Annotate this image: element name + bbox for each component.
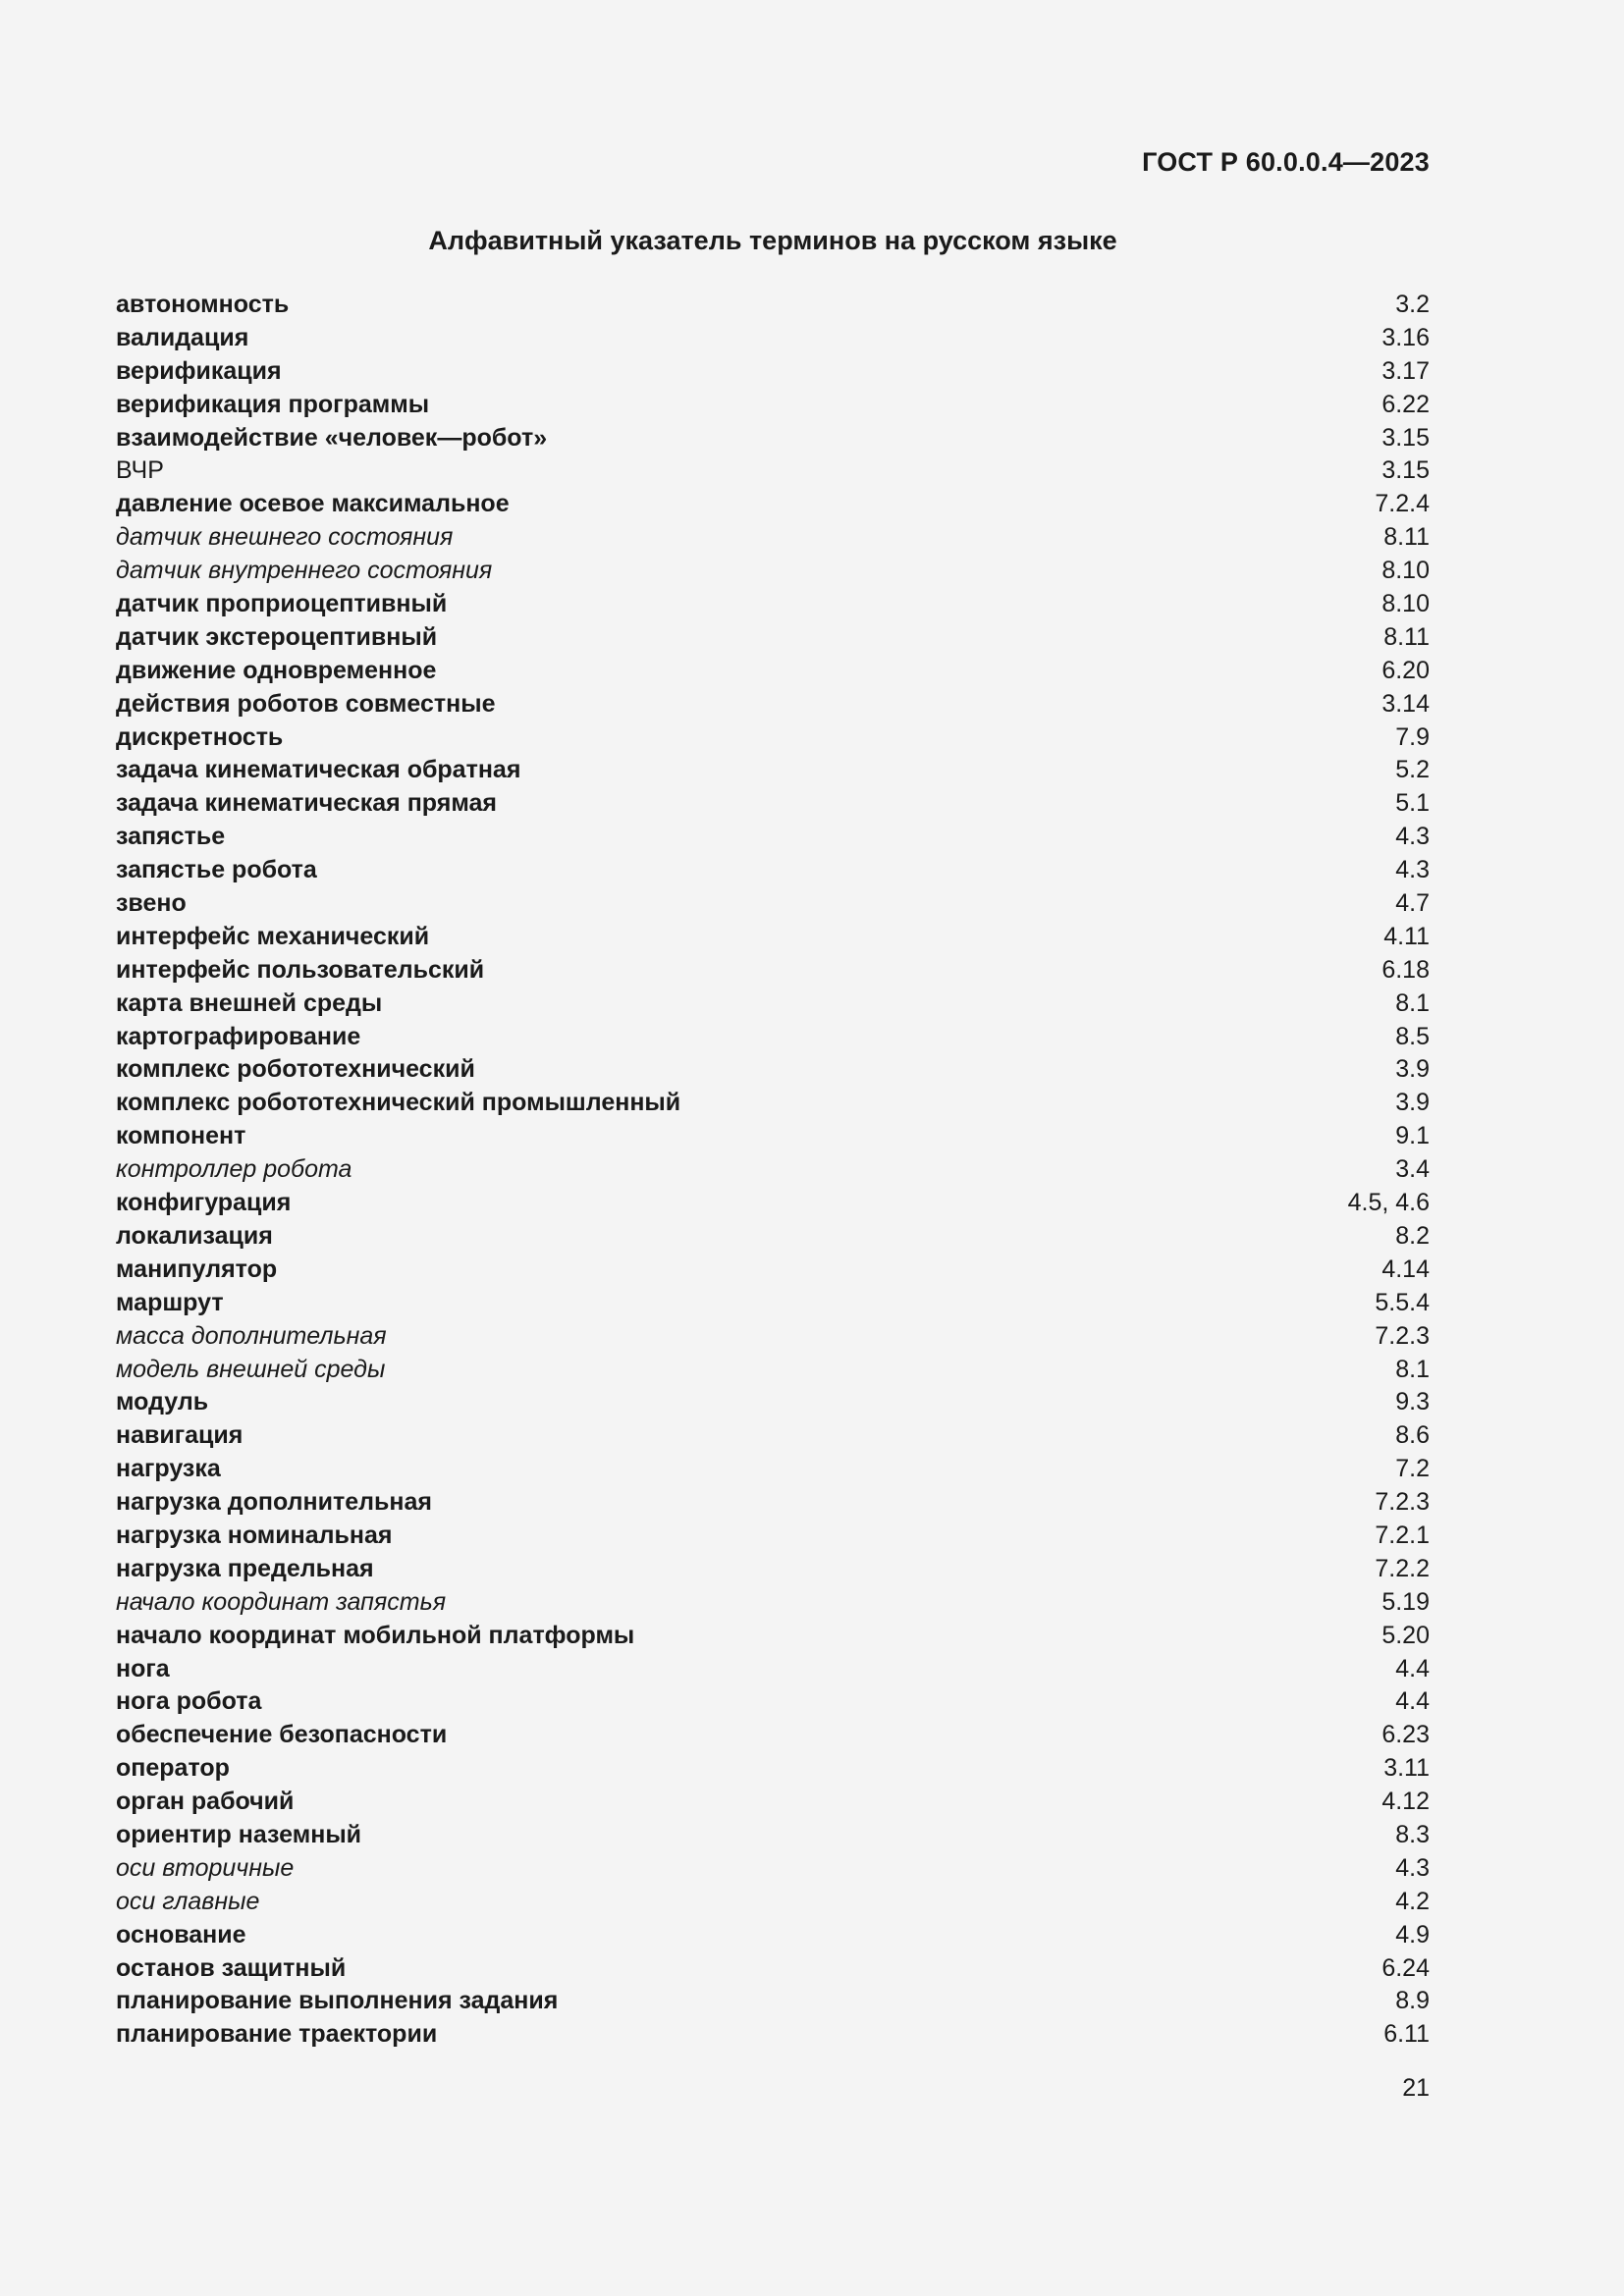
index-term: модуль [116, 1388, 209, 1416]
index-reference: 4.4 [1395, 1687, 1430, 1716]
index-reference: 8.1 [1395, 1355, 1430, 1383]
index-entry [116, 1120, 1430, 1153]
index-term: нагрузка предельная [116, 1554, 374, 1582]
index-reference: 8.11 [1383, 523, 1430, 552]
index-reference: 7.2.1 [1375, 1521, 1430, 1549]
index-term: масса дополнительная [116, 1321, 387, 1350]
index-entry [116, 954, 1430, 988]
index-term: нога робота [116, 1687, 262, 1716]
index-term: нагрузка [116, 1455, 221, 1483]
index-term: нагрузка дополнительная [116, 1488, 432, 1517]
index-term: верификация [116, 356, 282, 385]
index-term: оси главные [116, 1887, 260, 1915]
index-term: комплекс робототехнический [116, 1055, 475, 1084]
index-term: ВЧР [116, 456, 164, 485]
index-term: орган рабочий [116, 1788, 295, 1816]
index-reference: 6.22 [1381, 390, 1430, 418]
index-reference: 7.2.2 [1375, 1554, 1430, 1582]
index-term: нагрузка номинальная [116, 1521, 393, 1549]
index-entry [116, 1752, 1430, 1786]
index-entry [116, 1187, 1430, 1220]
index-reference: 4.7 [1395, 889, 1430, 918]
index-reference: 8.3 [1395, 1820, 1430, 1848]
index-entry [116, 322, 1430, 355]
index-term: контроллер робота [116, 1155, 352, 1184]
index-reference: 8.1 [1395, 988, 1430, 1017]
index-reference: 7.2.4 [1375, 490, 1430, 518]
index-reference: 8.11 [1383, 622, 1430, 651]
index-entry [116, 688, 1430, 721]
index-term: останов защитный [116, 1953, 347, 1982]
index-term: автономность [116, 291, 290, 318]
index-entry [116, 1919, 1430, 1952]
index-entry [116, 588, 1430, 621]
index-reference: 4.4 [1395, 1654, 1430, 1682]
index-entry [116, 1886, 1430, 1919]
index-term: картографирование [116, 1022, 361, 1050]
index-reference: 3.15 [1381, 423, 1430, 452]
index-entry [116, 1486, 1430, 1520]
index-reference: 4.2 [1395, 1887, 1430, 1915]
index-term: модель внешней среды [116, 1355, 386, 1383]
index-term: запястье робота [116, 856, 317, 884]
index-entry [116, 1419, 1430, 1453]
index-entry [116, 1852, 1430, 1886]
index-reference: 7.2 [1395, 1455, 1430, 1483]
index-entry [116, 988, 1430, 1021]
index-term: датчик экстероцептивный [116, 622, 438, 651]
index-term: начало координат запястья [116, 1587, 447, 1616]
index-term: задача кинематическая прямая [116, 789, 497, 818]
index-entry [116, 1985, 1430, 2018]
document-code: ГОСТ Р 60.0.0.4—2023 [1142, 147, 1430, 177]
index-entry [116, 1520, 1430, 1553]
index-reference: 8.6 [1395, 1421, 1430, 1450]
index-entry [116, 1453, 1430, 1486]
index-term: компонент [116, 1122, 246, 1150]
index-entry [116, 2018, 1430, 2052]
index-reference: 5.2 [1395, 756, 1430, 784]
index-reference: 3.11 [1383, 1754, 1430, 1783]
index-entry [116, 1153, 1430, 1187]
index-reference: 9.3 [1395, 1388, 1430, 1416]
index-reference: 4.12 [1381, 1788, 1430, 1816]
index-entry [116, 921, 1430, 954]
index-entry [116, 1653, 1430, 1686]
index-term: задача кинематическая обратная [116, 756, 521, 784]
index-entry [116, 1354, 1430, 1387]
index-entry [116, 1685, 1430, 1719]
index-term: начало координат мобильной платформы [116, 1621, 635, 1649]
index-term: локализация [116, 1221, 273, 1250]
index-reference: 8.10 [1381, 590, 1430, 618]
index-reference: 8.9 [1395, 1987, 1430, 2015]
index-entry [116, 422, 1430, 455]
index-term: звено [116, 889, 187, 918]
index-reference: 4.3 [1395, 856, 1430, 884]
index-term: валидация [116, 323, 249, 351]
index-entry [116, 621, 1430, 655]
index-entry [116, 555, 1430, 588]
index-reference: 3.9 [1395, 1055, 1430, 1084]
index-reference: 8.10 [1381, 557, 1430, 585]
index-term: маршрут [116, 1288, 224, 1316]
index-reference: 3.2 [1395, 291, 1430, 318]
index-entry [116, 721, 1430, 755]
index-reference: 4.14 [1381, 1255, 1430, 1283]
index-term: датчик проприоцептивный [116, 590, 448, 618]
index-reference: 3.9 [1395, 1089, 1430, 1117]
index-entry [116, 1786, 1430, 1819]
index-term: датчик внешнего состояния [116, 523, 454, 552]
index-reference: 3.17 [1381, 356, 1430, 385]
index-reference: 3.16 [1381, 323, 1430, 351]
index-reference: 5.5.4 [1375, 1288, 1430, 1316]
index-entry [116, 821, 1430, 854]
index-entry [116, 389, 1430, 422]
index-reference: 4.11 [1383, 922, 1430, 950]
index-entry [116, 1819, 1430, 1852]
index-term: планирование траектории [116, 2020, 438, 2049]
index-term: действия роботов совместные [116, 689, 496, 718]
index-reference: 6.18 [1381, 955, 1430, 984]
index-entry [116, 1553, 1430, 1586]
index-entry [116, 854, 1430, 887]
index-reference: 7.2.3 [1375, 1321, 1430, 1350]
index-reference: 3.15 [1381, 456, 1430, 485]
index-entry [116, 1952, 1430, 1986]
index-entry [116, 787, 1430, 821]
index-reference: 8.5 [1395, 1022, 1430, 1050]
index-entry [116, 655, 1430, 688]
index-reference: 4.9 [1395, 1920, 1430, 1949]
index-term: верификация программы [116, 390, 430, 418]
index-reference: 9.1 [1395, 1122, 1430, 1150]
index-entry [116, 488, 1430, 521]
index-term: движение одновременное [116, 656, 437, 684]
index-term: взаимодействие «человек—робот» [116, 423, 548, 452]
index-term: конфигурация [116, 1189, 292, 1217]
index-reference: 4.3 [1395, 823, 1430, 851]
index-term: интерфейс механический [116, 922, 430, 950]
index-term: запястье [116, 823, 226, 851]
index-term: комплекс робототехнический промышленный [116, 1089, 681, 1117]
index-reference: 3.14 [1381, 689, 1430, 718]
index-term: обеспечение безопасности [116, 1721, 448, 1749]
index-entry [116, 521, 1430, 555]
index-term: ориентир наземный [116, 1820, 362, 1848]
index-entry [116, 1320, 1430, 1354]
index-entry [116, 1021, 1430, 1054]
page-number: 21 [1402, 2074, 1430, 2102]
index-entry [116, 1220, 1430, 1254]
index-reference: 3.4 [1395, 1155, 1430, 1184]
index-entry [116, 1287, 1430, 1320]
index-reference: 7.2.3 [1375, 1488, 1430, 1517]
index-term: манипулятор [116, 1255, 278, 1283]
index-entry [116, 1053, 1430, 1087]
index-term: давление осевое максимальное [116, 490, 510, 518]
index-term: оси вторичные [116, 1853, 295, 1882]
index-list [116, 289, 1430, 2052]
index-entry [116, 355, 1430, 389]
index-reference: 8.2 [1395, 1221, 1430, 1250]
index-entry [116, 289, 1430, 322]
index-reference: 6.23 [1381, 1721, 1430, 1749]
index-reference: 6.24 [1381, 1953, 1430, 1982]
index-term: оператор [116, 1754, 230, 1783]
index-entry [116, 1586, 1430, 1620]
index-entry [116, 887, 1430, 921]
index-reference: 4.3 [1395, 1853, 1430, 1882]
index-entry [116, 754, 1430, 787]
index-reference: 5.20 [1381, 1621, 1430, 1649]
index-entry [116, 454, 1430, 488]
index-term: датчик внутреннего состояния [116, 557, 493, 585]
index-entry [116, 1087, 1430, 1120]
index-entry [116, 1719, 1430, 1752]
index-reference: 6.20 [1381, 656, 1430, 684]
index-term: основание [116, 1920, 246, 1949]
index-reference: 4.5, 4.6 [1347, 1189, 1430, 1217]
index-reference: 5.1 [1395, 789, 1430, 818]
index-term: дискретность [116, 722, 284, 751]
index-entry [116, 1254, 1430, 1287]
index-reference: 6.11 [1383, 2020, 1430, 2049]
index-reference: 7.9 [1395, 722, 1430, 751]
index-reference: 5.19 [1381, 1587, 1430, 1616]
index-term: планирование выполнения задания [116, 1987, 559, 2015]
index-term: карта внешней среды [116, 988, 383, 1017]
index-term: навигация [116, 1421, 244, 1450]
index-entry [116, 1620, 1430, 1653]
index-term: нога [116, 1654, 170, 1682]
index-title: Алфавитный указатель терминов на русском языке [428, 226, 1117, 255]
index-entry [116, 1386, 1430, 1419]
index-term: интерфейс пользовательский [116, 955, 485, 984]
